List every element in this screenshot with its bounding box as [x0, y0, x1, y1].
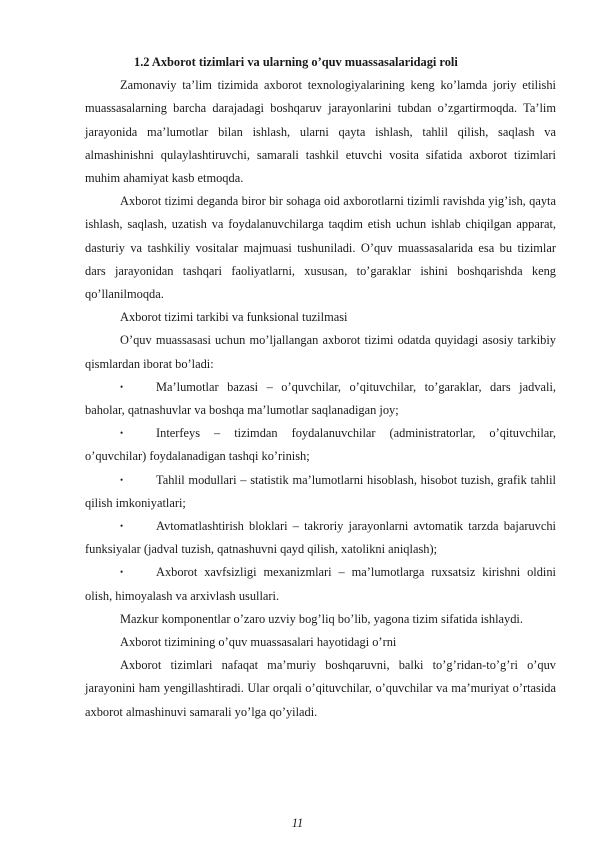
list-item	[85, 469, 556, 515]
bullet-icon: •	[120, 428, 124, 439]
paragraph-definition: Axborot tizimi deganda biror bir sohaga oid axborotlarni tizimli ravishda yig’ish, qayta ishlash, saqlash, uzatish va foydalanuvchilarga taqdim etish uchun ishlab chiqilgan apparat, dasturiy va tashkiliy vositalar majmuasi tushuniladi. O’quv muassasalarida esa bu tizimlar dars jarayonidan tashqari faoliyatlarni, xususan, to’garaklar ishini boshqarishda keng qo’llanilmoqda.	[85, 194, 556, 302]
paragraph-role: Axborot tizimlari nafaqat ma’muriy boshqaruvni, balki to’g’ridan-to’g’ri o’quv jarayonini ham yengillashtiradi. Ular orqali o’qituvchilar, o’quvchilar va ma’muriyat o’rtasida axborot almashinuvi samarali yo’lga qo’yiladi.	[85, 658, 556, 719]
list-item	[85, 422, 556, 468]
bullet-icon: •	[120, 567, 124, 578]
list-item-text: Avtomatlashtirish bloklari – takroriy jarayonlarni avtomatik tarzda bajaruvchi funksiyalar (jadval tuzish, qatnashuvni qayd qilish, xatolikni aniqlash);	[85, 519, 556, 557]
paragraph-components-intro: O’quv muassasasi uchun mo’ljallangan axborot tizimi odatda quyidagi asosiy tarkibiy qismlardan iborat bo’ladi:	[85, 333, 556, 371]
subheading-role: Axborot tizimining o’quv muassasalari hayotidagi o’rni	[120, 635, 397, 650]
list-item-text: Tahlil modullari – statistik ma’lumotlarni hisoblash, hisobot tuzish, grafik tahlil qilish imkoniyatlari;	[85, 472, 556, 510]
section-heading: 1.2 Axborot tizimlari va ularning o’quv muassasalaridagi roli	[134, 55, 458, 69]
list-item-text: Ma’lumotlar bazasi – o’quvchilar, o’qituvchilar, to’garaklar, dars jadvali, baholar, qatnashuvlar va boshqa ma’lumotlar saqlanadigan joy;	[85, 379, 556, 418]
page-number: 11	[291, 816, 304, 830]
list-item	[85, 515, 556, 561]
paragraph-components-summary: Mazkur komponentlar o’zaro uzviy bog’liq bo’lib, yagona tizim sifatida ishlaydi.	[120, 611, 523, 626]
list-item	[85, 376, 556, 422]
bullet-icon: •	[120, 474, 124, 485]
list-item-text: Axborot xavfsizligi mexanizmlari – ma’lumotlarga ruxsatsiz kirishni oldini olish, himoyalash va arxivlash usullari.	[85, 565, 556, 603]
document-page	[85, 51, 556, 724]
list-item	[85, 561, 556, 607]
paragraph-intro: Zamonaviy ta’lim tizimida axborot texnologiyalarining keng ko’lamda joriy etilishi muassasalarning barcha darajadagi boshqaruv jarayonlarini tubdan o’zgartirmoqda. Ta’lim jarayonida ma’lumotlar bilan ishlash, ularni qayta ishlash, tahlil qilish, saqlash va almashinishni qulaylashtiruvchi, samarali tashkil etuvchi vosita sifatida axborot tizimlari muhim ahamiyat kasb etmoqda.	[85, 78, 556, 186]
list-item-text: Interfeys – tizimdan foydalanuvchilar (administratorlar, o’qituvchilar, o’quvchilar) foydalanadigan tashqi ko’rinish;	[85, 426, 556, 464]
subheading-structure: Axborot tizimi tarkibi va funksional tuzilmasi	[120, 310, 348, 325]
bullet-icon: •	[120, 521, 124, 532]
bullet-icon: •	[120, 381, 124, 392]
